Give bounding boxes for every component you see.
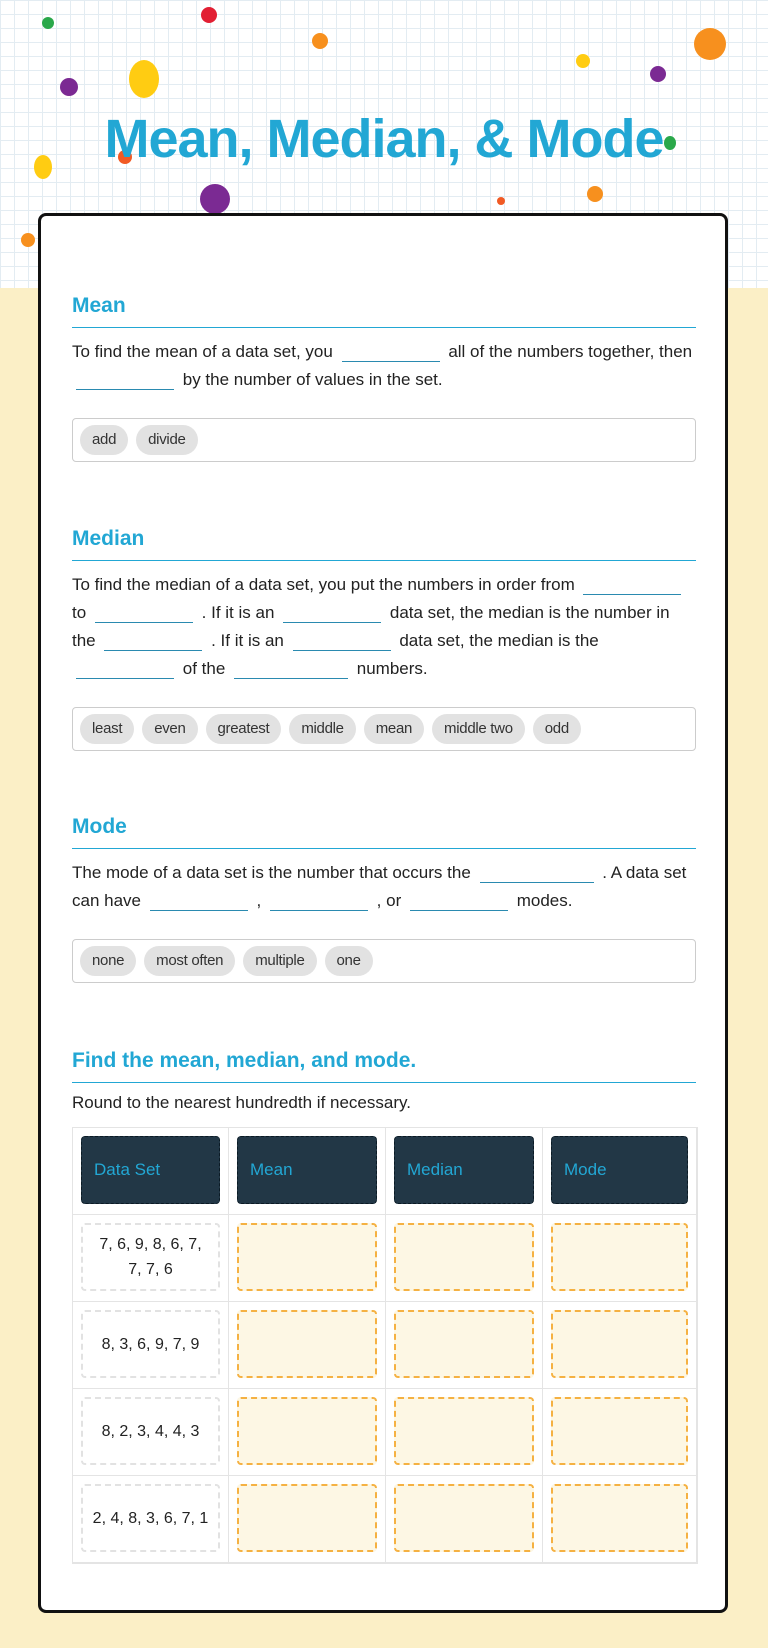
header-cell <box>73 1128 229 1215</box>
mode-heading: Mode <box>72 815 696 849</box>
mean-heading: Mean <box>72 294 696 328</box>
text: data set, the median is the <box>399 631 599 650</box>
data-set: 8, 3, 6, 9, 7, 9 <box>81 1310 220 1378</box>
drop-cell <box>386 1476 543 1563</box>
drop-zone[interactable] <box>551 1397 688 1465</box>
text: data set, the median is the number in the <box>72 603 670 650</box>
word-chip[interactable]: none <box>80 946 136 976</box>
drop-zone[interactable] <box>237 1484 377 1552</box>
text: by the number of values in the set. <box>182 370 443 389</box>
page-title: Mean, Median, & Mode <box>104 109 664 169</box>
word-chip[interactable]: multiple <box>243 946 316 976</box>
text: of the <box>182 659 226 678</box>
text: . If it is an <box>211 631 284 650</box>
blank-field[interactable] <box>480 864 594 883</box>
word-chip[interactable]: mean <box>364 714 424 744</box>
data-set: 7, 6, 9, 8, 6, 7, 7, 7, 6 <box>81 1223 220 1291</box>
drop-zone[interactable] <box>394 1397 534 1465</box>
blank-field[interactable] <box>410 892 508 911</box>
drop-zone[interactable] <box>394 1484 534 1552</box>
drop-cell <box>229 1302 386 1389</box>
header-cell <box>543 1128 697 1215</box>
word-chip[interactable]: even <box>142 714 197 744</box>
blank-field[interactable] <box>583 576 681 595</box>
header-label: Mode <box>551 1136 688 1204</box>
drop-cell <box>543 1476 697 1563</box>
word-chip[interactable]: middle two <box>432 714 525 744</box>
word-chip[interactable]: middle <box>289 714 355 744</box>
median-paragraph <box>72 571 696 683</box>
blank-field[interactable] <box>76 371 174 390</box>
drop-cell <box>386 1215 543 1302</box>
find-heading: Find the mean, median, and mode. <box>72 1049 696 1083</box>
answer-grid <box>72 1127 698 1564</box>
text: , <box>256 891 262 910</box>
text: , or <box>376 891 402 910</box>
text: To find the median of a data set, you put the numbers in order from <box>72 575 575 594</box>
drop-cell <box>386 1389 543 1476</box>
drop-zone[interactable] <box>394 1223 534 1291</box>
mode-section <box>72 815 696 983</box>
drop-zone[interactable] <box>551 1223 688 1291</box>
data-set: 8, 2, 3, 4, 4, 3 <box>81 1397 220 1465</box>
word-chip[interactable]: divide <box>136 425 197 455</box>
drop-zone[interactable] <box>237 1223 377 1291</box>
header-label: Data Set <box>81 1136 220 1204</box>
drop-cell <box>229 1476 386 1563</box>
find-section <box>72 1049 696 1564</box>
word-chip[interactable]: one <box>325 946 373 976</box>
drop-zone[interactable] <box>237 1310 377 1378</box>
mean-paragraph <box>72 338 696 394</box>
median-heading: Median <box>72 527 696 561</box>
word-chip[interactable]: most often <box>144 946 235 976</box>
header-cell <box>386 1128 543 1215</box>
drop-cell <box>543 1215 697 1302</box>
median-section <box>72 527 696 751</box>
mode-word-bank <box>72 939 696 983</box>
drop-cell <box>386 1302 543 1389</box>
text: . A data set can have <box>72 863 687 910</box>
median-word-bank <box>72 707 696 751</box>
drop-zone[interactable] <box>394 1310 534 1378</box>
word-chip[interactable]: odd <box>533 714 581 744</box>
data-cell <box>73 1302 229 1389</box>
blank-field[interactable] <box>234 660 348 679</box>
blank-field[interactable] <box>150 892 248 911</box>
mean-word-bank <box>72 418 696 462</box>
find-subtitle: Round to the nearest hundredth if necessary. <box>72 1093 411 1112</box>
drop-zone[interactable] <box>551 1484 688 1552</box>
text: . If it is an <box>201 603 275 622</box>
worksheet-card <box>38 213 728 1613</box>
text: modes. <box>516 891 573 910</box>
word-chip[interactable]: greatest <box>206 714 282 744</box>
text: numbers. <box>356 659 428 678</box>
blank-field[interactable] <box>293 632 391 651</box>
data-cell <box>73 1389 229 1476</box>
header-label: Mean <box>237 1136 377 1204</box>
blank-field[interactable] <box>283 604 381 623</box>
text: The mode of a data set is the number that occurs the <box>72 863 471 882</box>
header-label: Median <box>394 1136 534 1204</box>
drop-cell <box>543 1389 697 1476</box>
blank-field[interactable] <box>95 604 193 623</box>
blank-field[interactable] <box>76 660 174 679</box>
drop-cell <box>229 1215 386 1302</box>
header-cell <box>229 1128 386 1215</box>
text: To find the mean of a data set, you <box>72 342 333 361</box>
data-cell <box>73 1476 229 1563</box>
blank-field[interactable] <box>104 632 202 651</box>
blank-field[interactable] <box>270 892 368 911</box>
drop-cell <box>229 1389 386 1476</box>
drop-zone[interactable] <box>237 1397 377 1465</box>
text: to <box>72 603 87 622</box>
blank-field[interactable] <box>342 343 440 362</box>
text: all of the numbers together, then <box>448 342 693 361</box>
mean-section <box>72 294 696 462</box>
word-chip[interactable]: least <box>80 714 134 744</box>
mode-paragraph <box>72 859 696 915</box>
drop-zone[interactable] <box>551 1310 688 1378</box>
data-set: 2, 4, 8, 3, 6, 7, 1 <box>81 1484 220 1552</box>
word-chip[interactable]: add <box>80 425 128 455</box>
drop-cell <box>543 1302 697 1389</box>
data-cell <box>73 1215 229 1302</box>
